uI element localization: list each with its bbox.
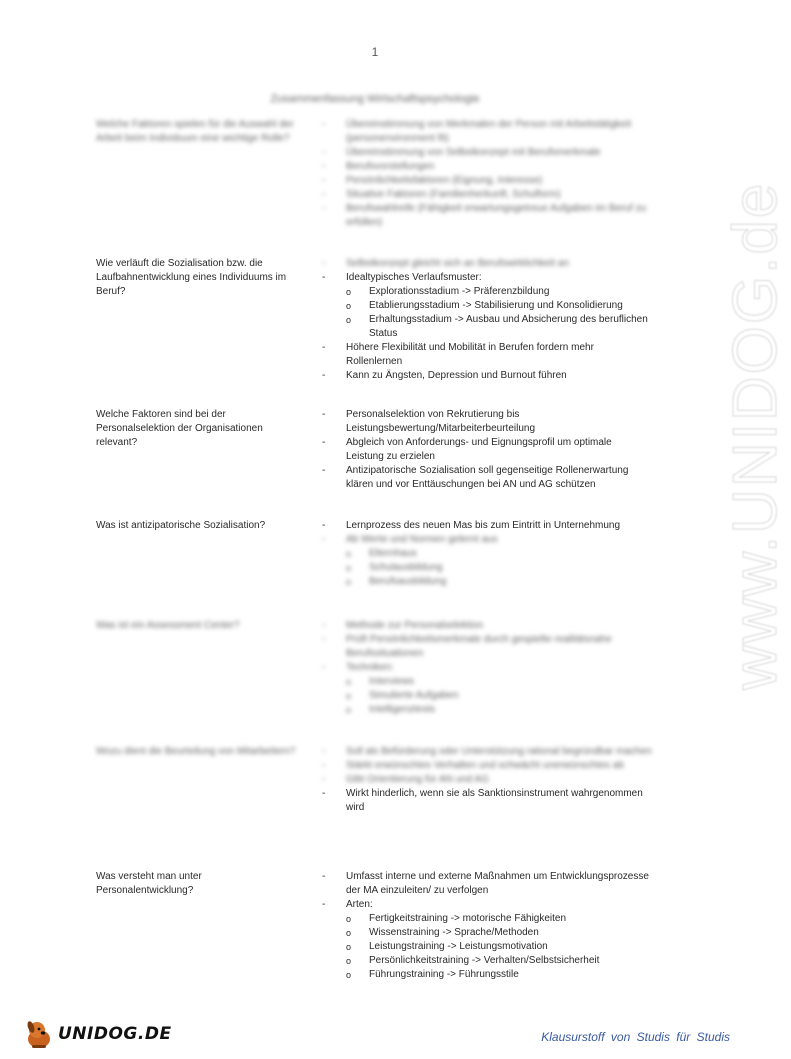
answer-subitem: o Intelligenztests — [322, 703, 652, 717]
answer-subitem: o Elternhaus — [322, 547, 652, 561]
question-5: Was ist ein Assessment Center? — [96, 620, 240, 631]
answer-subitem: o Erhaltungsstadium -> Ausbau und Absicherung des beruflichen Status — [322, 313, 652, 341]
answers-1 — [322, 118, 652, 230]
answers-3 — [322, 408, 652, 492]
footer-tagline: Klausurstoff von Studis für Studis — [541, 1030, 730, 1044]
answer-item: - Stärkt erwünschtes Verhalten und schwächt unerwünschtes ab — [322, 759, 652, 773]
answer-item: - Gibt Orientierung für AN und AG — [322, 773, 652, 787]
page-number: 1 — [371, 45, 379, 59]
watermark: www.UNIDOG.de — [721, 181, 790, 690]
answer-item: - Prüft Persönlichkeitsmerkmale durch gespielte realitätsnahe Berufssituationen — [322, 633, 652, 661]
question-2: Wie verläuft die Sozialisation bzw. die Laufbahnentwicklung eines Individuums im Beruf? — [96, 258, 287, 297]
answer-subitem: o Simulierte Aufgaben — [322, 689, 652, 703]
answer-item: - Höhere Flexibilität und Mobilität in Berufen fordern mehr Rollenlernen — [322, 341, 652, 369]
answers-6 — [322, 745, 652, 815]
answer-item: - Situative Faktoren (Familienherkunft, Schulform) — [322, 188, 652, 202]
answer-item: - Techniken: — [322, 661, 652, 675]
answer-item: - Persönlichkeitsfaktoren (Eignung, Interesse) — [322, 174, 652, 188]
answer-subitem: o Führungstraining -> Führungsstile — [322, 968, 652, 982]
answer-item: - Berufsvorstellungen — [322, 160, 652, 174]
answer-subitem: o Persönlichkeitstraining -> Verhalten/Selbstsicherheit — [322, 954, 652, 968]
answer-item: - Arten: — [322, 898, 652, 912]
answer-item: - Selbstkonzept gleicht sich an Berufswirklichkeit an — [322, 257, 652, 271]
question-3: Welche Faktoren sind bei der Personalselektion der Organisationen relevant? — [96, 409, 263, 448]
answer-subitem: o Berufsausbildung — [322, 575, 652, 589]
answer-item: - Ab Werte und Normen gelernt aus — [322, 533, 652, 547]
answer-subitem: o Interviews — [322, 675, 652, 689]
answer-item: - Abgleich von Anforderungs- und Eignungsprofil um optimale Leistung zu erzielen — [322, 436, 652, 464]
answer-subitem: o Leistungstraining -> Leistungsmotivation — [322, 940, 652, 954]
answers-2 — [322, 257, 652, 383]
answer-subitem: o Schulausbildung — [322, 561, 652, 575]
answer-item: - Übereinstimmung von Merkmalen der Person mit Arbeitstätigkeit (personenvironment fit) — [322, 118, 652, 146]
answer-item: - Methode zur Personalselektion — [322, 619, 652, 633]
answers-7 — [322, 870, 652, 982]
question-1: Welche Faktoren spielen für die Auswahl der Arbeit beim Individuum eine wichtige Rolle? — [96, 119, 294, 144]
logo-text: UNIDOG.DE — [58, 1024, 172, 1044]
document-title: Zusammenfassung Wirtschaftspsychologie — [270, 93, 480, 105]
unidog-logo[interactable] — [22, 1014, 172, 1054]
answers-5 — [322, 619, 652, 717]
question-4: Was ist antizipatorische Sozialisation? — [96, 520, 266, 531]
answer-item: - Personalselektion von Rekrutierung bis Leistungsbewertung/Mitarbeiterbeurteilung — [322, 408, 652, 436]
question-6: Wozu dient die Beurteilung von Mitarbeitern? — [96, 746, 296, 757]
answer-item: - Antizipatorische Sozialisation soll gegenseitige Rollenerwartung klären und vor Enttäuschungen bei AN und AG schützen — [322, 464, 652, 492]
answer-item: - Umfasst interne und externe Maßnahmen um Entwicklungsprozesse der MA einzuleiten/ zu verfolgen — [322, 870, 652, 898]
question-7: Was versteht man unter Personalentwicklung? — [96, 871, 202, 896]
dog-mascot-icon — [22, 1017, 56, 1051]
answer-item: - Kann zu Ängsten, Depression und Burnout führen — [322, 369, 652, 383]
answers-4 — [322, 519, 652, 589]
answer-item: - Idealtypisches Verlaufsmuster: — [322, 271, 652, 285]
answer-item: - Lernprozess des neuen Mas bis zum Eintritt in Unternehmung — [322, 519, 652, 533]
answer-item: - Wirkt hinderlich, wenn sie als Sanktionsinstrument wahrgenommen wird — [322, 787, 652, 815]
answer-subitem: o Etablierungsstadium -> Stabilisierung und Konsolidierung — [322, 299, 652, 313]
answer-item: - Soll als Befürderung oder Unterstützung rational begründbar machen — [322, 745, 652, 759]
answer-item: - Übereinstimmung von Selbstkonzept mit Berufsmerkmale — [322, 146, 652, 160]
answer-subitem: o Explorationsstadium -> Präferenzbildung — [322, 285, 652, 299]
answer-subitem: o Wissenstraining -> Sprache/Methoden — [322, 926, 652, 940]
answer-subitem: o Fertigkeitstraining -> motorische Fähigkeiten — [322, 912, 652, 926]
answer-item: - Berufswahlreife (Fähigkeit erwartungsgetreue Aufgaben im Beruf zu erfüllen) — [322, 202, 652, 230]
